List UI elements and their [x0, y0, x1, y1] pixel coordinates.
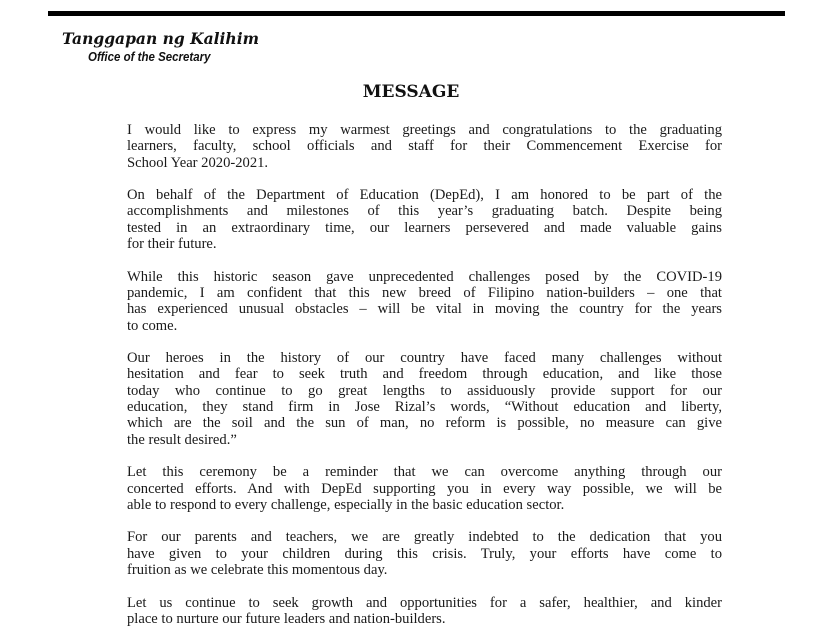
paragraph-line: accomplishments and milestones of this year’s graduating batch. Despite being: [127, 203, 722, 220]
paragraph-line: tested in an extraordinary time, our learners persevered and made valuable gains: [127, 219, 722, 236]
paragraph-line: concerted efforts. And with DepEd supporting you in every way possible, we will be: [127, 480, 722, 497]
office-name-english: Office of the Secretary: [88, 50, 211, 64]
message-body: [127, 122, 722, 644]
paragraph-line: Let this ceremony be a reminder that we can overcome anything through our: [127, 464, 722, 481]
message-paragraph: [127, 269, 722, 334]
paragraph-line: I would like to express my warmest greetings and congratulations to the graduating: [127, 122, 722, 138]
header-rule: [48, 11, 785, 16]
paragraph-line: hesitation and fear to seek truth and freedom through education, and like those: [127, 366, 722, 383]
paragraph-line: have given to your children during this crisis. Truly, your efforts have come to: [127, 545, 722, 562]
paragraph-line: Let us continue to seek growth and opportunities for a safer, healthier, and kinder: [127, 594, 722, 611]
paragraph-line: today who continue to go great lengths to assiduously provide support for our: [127, 382, 722, 399]
message-paragraph: [127, 595, 722, 628]
paragraph-line: fruition as we celebrate this momentous day.: [127, 562, 388, 579]
paragraph-line: On behalf of the Department of Education (DepEd), I am honored to be part of the: [127, 187, 722, 204]
paragraph-line: For our parents and teachers, we are greatly indebted to the dedication that you: [127, 529, 722, 546]
document-title: MESSAGE: [362, 82, 460, 102]
paragraph-line: place to nurture our future leaders and nation-builders.: [127, 610, 446, 627]
message-paragraph: [127, 350, 722, 448]
message-paragraph: [127, 187, 722, 252]
paragraph-line: While this historic season gave unprecedented challenges posed by the COVID-19: [127, 268, 722, 285]
office-name-tagalog: Tanggapan ng Kalihim: [62, 29, 259, 48]
message-paragraph: [127, 122, 722, 171]
message-paragraph: [127, 529, 722, 578]
paragraph-line: School Year 2020-2021.: [127, 154, 269, 171]
message-paragraph: [127, 464, 722, 513]
paragraph-line: able to respond to every challenge, especially in the basic education sector.: [127, 496, 565, 513]
paragraph-line: has experienced unusual obstacles – will be vital in moving the country for the years: [127, 301, 722, 318]
paragraph-line: for their future.: [127, 236, 217, 253]
paragraph-line: which are the soil and the sun of man, no reform is possible, no measure can give: [127, 415, 722, 432]
paragraph-line: learners, faculty, school officials and staff for their Commencement Exercise for: [127, 138, 722, 155]
paragraph-line: pandemic, I am confident that this new breed of Filipino nation-builders – one that: [127, 284, 722, 301]
paragraph-line: to come.: [127, 317, 178, 334]
paragraph-line: Our heroes in the history of our country have faced many challenges without: [127, 350, 722, 367]
paragraph-line: the result desired.”: [127, 431, 237, 448]
paragraph-line: education, they stand firm in Jose Rizal’s words, “Without education and liberty,: [127, 399, 722, 416]
